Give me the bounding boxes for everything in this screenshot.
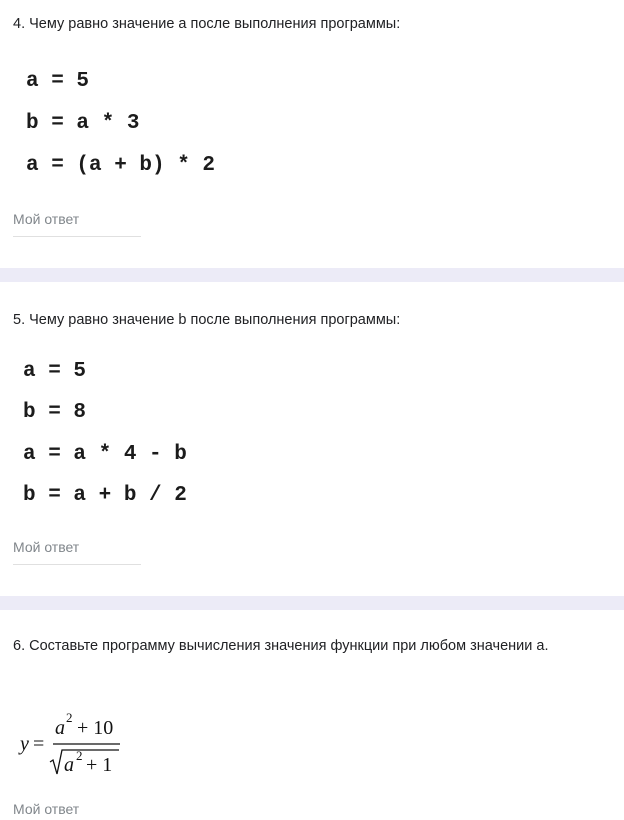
question-card-6: [0, 610, 624, 820]
formula-equals: =: [33, 733, 45, 755]
formula-den-rest: + 1: [86, 754, 113, 776]
code-line: a = 5: [26, 70, 90, 93]
formula-den-base: a: [64, 754, 74, 776]
formula-num-exp: 2: [66, 710, 73, 725]
code-line: a = 5: [23, 360, 87, 383]
formula-num-rest: + 10: [77, 717, 114, 739]
code-line: b = a + b / 2: [23, 484, 187, 507]
answer-input[interactable]: [13, 798, 141, 820]
formula-lhs-y: y: [20, 733, 29, 755]
answer-input[interactable]: [13, 536, 141, 565]
section-separator: [0, 596, 624, 610]
code-line: a = a * 4 - b: [23, 443, 187, 466]
question-title: 6. Составьте программу вычисления значения функции при любом значении a.: [13, 638, 549, 654]
question-title: 5. Чему равно значение b после выполнения программы:: [13, 312, 401, 328]
answer-input[interactable]: [13, 208, 141, 237]
question-card-4: [0, 0, 624, 268]
section-separator: [0, 268, 624, 282]
formula-num-base: a: [55, 717, 65, 739]
function-formula: [18, 708, 138, 780]
formula-graphic: [18, 708, 138, 780]
answer-placeholder: Мой ответ: [13, 211, 80, 227]
code-line: b = a * 3: [26, 112, 140, 135]
formula-den-exp: 2: [76, 748, 83, 763]
question-card-5: [0, 282, 624, 596]
code-line: b = 8: [23, 401, 87, 424]
answer-placeholder: Мой ответ: [13, 539, 80, 555]
question-title: 4. Чему равно значение a после выполнения программы:: [13, 16, 401, 32]
answer-placeholder: Мой ответ: [13, 801, 80, 817]
code-line: a = (a + b) * 2: [26, 154, 216, 177]
